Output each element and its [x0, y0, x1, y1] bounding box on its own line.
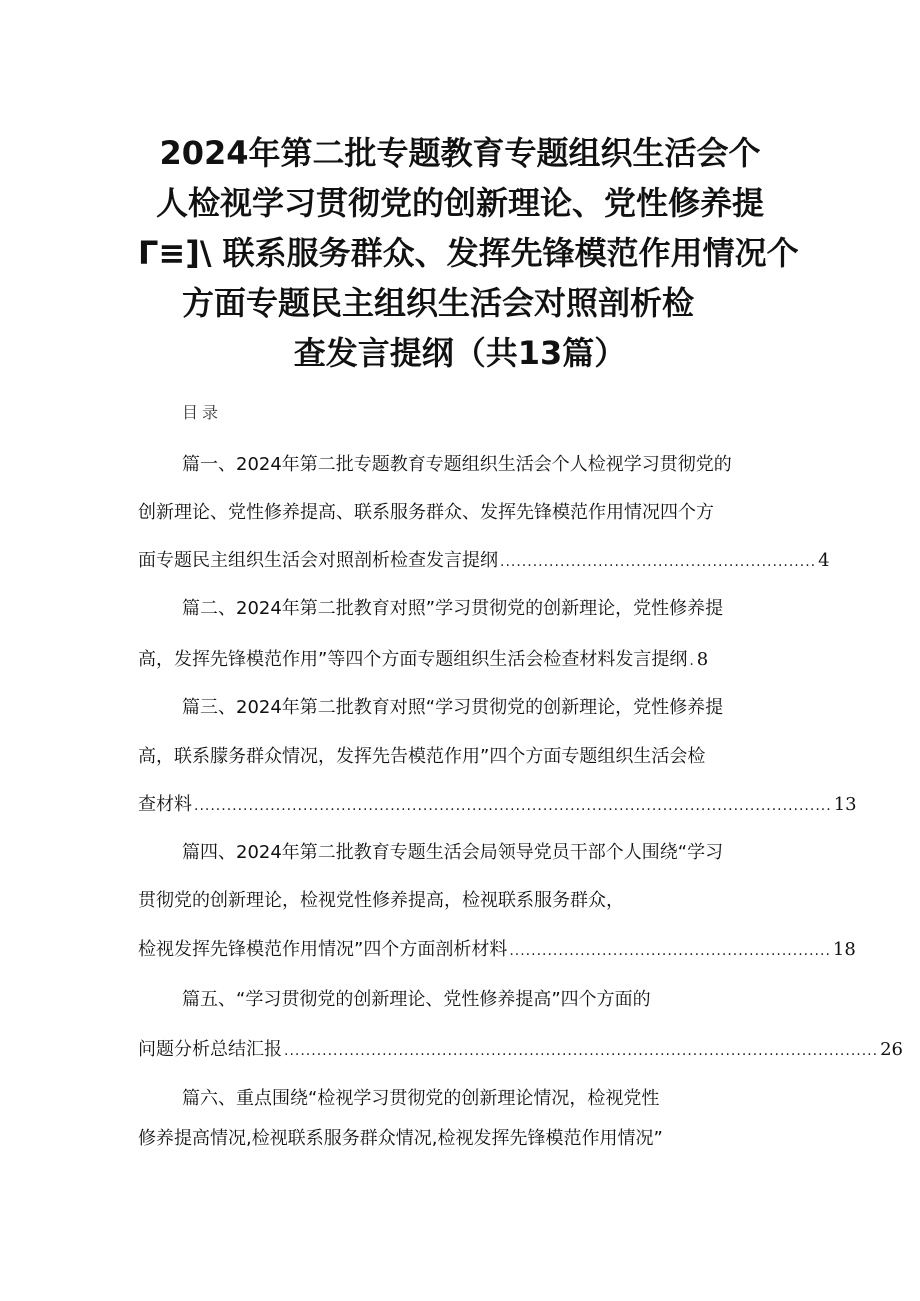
document-title-line-3: Γ≡]\ 联系服务群众、发挥先锋模范作用情况个: [138, 234, 799, 272]
document-title-line-1: 2024年第二批专题教育专题组织生活会个: [159, 134, 761, 172]
toc-entry-2-last-line[interactable]: [138, 645, 778, 675]
toc-entry-2-line-1[interactable]: 篇二、2024年第二批教育对照”学习贯彻党的创新理论，党性修养提: [182, 598, 724, 619]
toc-heading: 目录: [182, 403, 223, 422]
toc-entry-3-line-1[interactable]: 篇三、2024年第二批教育对照“学习贯彻党的创新理论，党性修养提: [182, 697, 724, 718]
toc-entry-4-leader: ...........................................................: [509, 943, 831, 959]
toc-entry-5-text: 问题分析总结汇报: [138, 1039, 282, 1060]
toc-entry-5-last-line[interactable]: [138, 1035, 903, 1065]
toc-entry-2-leader: .: [689, 653, 695, 669]
toc-entry-3-leader: .....................................................................................................................: [194, 798, 832, 814]
toc-entry-5-line-1[interactable]: 篇五、“学习贯彻党的创新理论、党性修养提高”四个方面的: [182, 989, 651, 1010]
toc-entry-4-text: 检视发挥先锋模范作用情况”四个方面剖析材料: [138, 939, 508, 960]
toc-entry-2-text: 高，发挥先锋模范作用”等四个方面专题组织生活会检查材料发言提纲: [138, 649, 688, 670]
toc-entry-5-page-number: 26: [880, 1039, 903, 1060]
toc-entry-2-page-number: 8: [696, 649, 709, 670]
toc-entry-4-line-2[interactable]: 贯彻党的创新理论，检视党性修养提高，检视联系服务群众，: [138, 890, 624, 911]
toc-entry-6-line-2[interactable]: 修养提高情况,检视联系服务群众情况,检视发挥先锋模范作用情况”: [138, 1128, 663, 1149]
document-title-line-5: 查发言提纲（共13篇）: [293, 334, 627, 372]
toc-entry-1-last-line[interactable]: [138, 546, 830, 576]
toc-entry-1-line-2[interactable]: 创新理论、党性修养提高、联系服务群众、发挥先锋模范作用情况四个方: [138, 502, 714, 523]
toc-entry-5-leader: .............................................................................................................: [284, 1043, 879, 1059]
toc-entry-6-line-1[interactable]: 篇六、重点围绕“检视学习贯彻党的创新理论情况，检视党性: [182, 1088, 660, 1109]
document-title-line-2: 人检视学习贯彻党的创新理论、党性修养提: [155, 184, 764, 222]
toc-entry-1-leader: ..........................................................: [500, 554, 817, 570]
toc-entry-1-line-1[interactable]: 篇一、2024年第二批专题教育专题组织生活会个人检视学习贯彻党的: [182, 454, 732, 475]
toc-entry-4-last-line[interactable]: [138, 935, 856, 965]
toc-entry-3-page-number: 13: [833, 794, 857, 815]
toc-entry-4-page-number: 18: [832, 939, 856, 960]
document-title-line-4: 方面专题民主组织生活会对照剖析检: [182, 284, 695, 322]
toc-entry-3-last-line[interactable]: [138, 790, 857, 820]
toc-entry-1-text: 面专题民主组织生活会对照剖析检查发言提纲: [138, 550, 498, 571]
toc-entry-1-page-number: 4: [818, 550, 830, 571]
toc-entry-4-line-1[interactable]: 篇四、2024年第二批教育专题生活会局领导党员干部个人围绕“学习: [182, 842, 724, 863]
toc-entry-3-text: 查材料: [138, 794, 192, 815]
toc-entry-3-line-2[interactable]: 高，联系朦务群众情况，发挥先告模范作用”四个方面专题组织生活会检: [138, 746, 706, 767]
